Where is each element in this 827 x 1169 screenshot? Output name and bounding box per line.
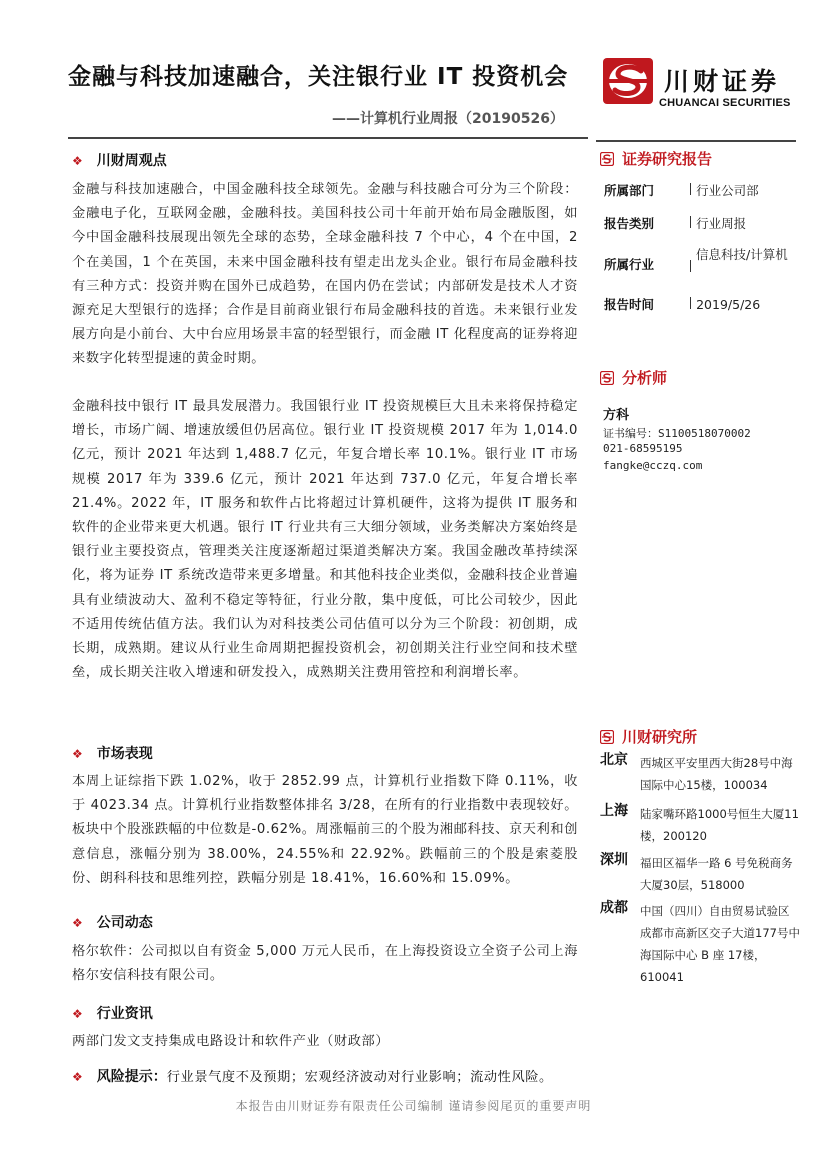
sidebar-heading-report: 证券研究报告: [600, 148, 712, 169]
analyst-email[interactable]: fangke@cczq.com: [603, 459, 703, 472]
info-value-date: 2019/5/26: [690, 294, 800, 314]
paragraph-industry: 两部门发文支持集成电路设计和软件产业（财政部）: [72, 1034, 390, 1049]
section-heading-industry: ❖ 行业资讯: [72, 1006, 153, 1022]
report-title: 金融与科技加速融合，关注银行业 IT 投资机会: [68, 64, 569, 90]
info-row-type: 报告类别: [604, 216, 655, 231]
paragraph-company: 格尔软件：公司拟以自有资金 5,000 万元人民币，在上海投资设立全资子公司上海格尔安信科技有限公司。: [72, 944, 578, 984]
s-logo-icon: [600, 730, 614, 744]
diamond-bullet-icon: ❖: [72, 1007, 83, 1021]
sidebar-divider: [596, 140, 796, 142]
office-address-shanghai: 陆家嘴环路1000号恒生大厦11楼，200120: [640, 807, 799, 843]
office-city-shanghai: 上海: [600, 803, 628, 819]
office-city-chengdu: 成都: [600, 900, 628, 916]
brand-name-cn: 川财证券: [664, 67, 781, 96]
header-divider: [68, 137, 588, 139]
page-footer: 本报告由川财证券有限责任公司编制 谨请参阅尾页的重要声明: [235, 1099, 592, 1113]
report-subtitle: ——计算机行业周报（20190526）: [332, 111, 564, 127]
office-address-shenzhen: 福田区福华一路 6 号免税商务大厦30层，518000: [640, 856, 793, 892]
diamond-bullet-icon: ❖: [72, 747, 83, 761]
info-value-industry: 信息科技/计算机: [690, 246, 800, 272]
diamond-bullet-icon: ❖: [72, 916, 83, 930]
paragraph-view-1: 金融与科技加速融合，中国金融科技全球领先。金融与科技融合可分为三个阶段：金融电子化，互联网金融，金融科技。美国科技公司十年前开始布局金融版图，如今中国金融科技展现出领先全球的态势，全球金融科技 7 个中心，4 个在中国，2 个在美国，1 个在英国，未来中国金融科技有望走出龙头企业。银行布局金融科技有三种方式：投资并购在国外已成趋势，在国内仍在尝试；内部研发是技术人才资源充足大型银行的选择；合作是目前商业银行布局金融科技的首选。未来银行业发展方向是小前台、大中台应用场景丰富的轻型银行，而金融 IT 化程度高的证券将迎来数字化转型提速的黄金时期。: [72, 182, 578, 367]
analyst-phone: 021-68595195: [603, 442, 683, 455]
s-logo-icon: [600, 371, 614, 385]
diamond-bullet-icon: ❖: [72, 1070, 83, 1084]
info-value-type: 行业周报: [690, 213, 800, 233]
sidebar-heading-institute: 川财研究所: [600, 726, 697, 747]
section-heading-market: ❖ 市场表现: [72, 746, 153, 762]
sidebar-heading-analyst: 分析师: [600, 367, 667, 388]
diamond-bullet-icon: ❖: [72, 154, 83, 168]
risk-text: 行业景气度不及预期；宏观经济波动对行业影响；流动性风险。: [166, 1070, 553, 1085]
info-row-department: [604, 180, 654, 199]
office-city-shenzhen: 深圳: [600, 852, 628, 868]
paragraph-market: 本周上证综指下跌 1.02%，收于 2852.99 点，计算机行业指数下降 0.11%，收于 4023.34 点。计算机行业指数整体排名 3/28，在所有的行业指数中表现较好。板块中个股涨跌幅的中位数是-0.62%。周涨幅前三的个股为湘邮科技、京天利和创意信息，涨幅分别为 38.00%，24.55%和 22.92%。跌幅前三的个股是索菱股份、朗科科技和思维列控，跌幅分别是 18.41%，16.60%和 15.09%。: [72, 774, 578, 886]
analyst-name: 方科: [603, 408, 630, 423]
info-row-industry: 所属行业: [604, 257, 655, 272]
analyst-cert: 证书编号：S1100518070002: [603, 427, 751, 440]
info-value-department: 行业公司部: [690, 180, 800, 200]
office-address-chengdu: 中国（四川）自由贸易试验区成都市高新区交子大道177号中海国际中心 B 座 17楼，610041: [640, 904, 800, 984]
info-row-date: 报告时间: [604, 297, 655, 312]
section-heading-view: ❖ 川财周观点: [72, 153, 167, 169]
risk-notice: ❖ 风险提示：行业景气度不及预期；宏观经济波动对行业影响；流动性风险。: [72, 1069, 553, 1085]
section-heading-company: ❖ 公司动态: [72, 915, 153, 931]
info-label: 所属部门: [604, 183, 655, 198]
chuancai-logo-icon: [602, 57, 654, 105]
brand-name-en: CHUANCAI SECURITIES: [659, 97, 791, 109]
s-logo-icon: [600, 152, 614, 166]
office-address-beijing: 西城区平安里西大街28号中海国际中心15楼，100034: [640, 756, 793, 792]
paragraph-view-2: 金融科技中银行 IT 最具发展潜力。我国银行业 IT 投资规模巨大且未来将保持稳定增长，市场广阔、增速放缓但仍居高位。银行业 IT 投资规模 2017 年为 1,014.0 亿元，预计 2021 年达到 1,488.7 亿元，年复合增长率 10.1%。银行业 IT 市场规模 2017 年为 339.6 亿元，预计 2021 年达到 737.0 亿元，年复合增长率 21.4%。2022 年，IT 服务和软件占比将超过计算机硬件，这将为提供 IT 服务和软件的企业带来更大机遇。银行 IT 行业共有三大细分领域，业务类解决方案始终是银行业主要投资点，管理类关注度逐渐超过渠道类解决方案。我国金融改革持续深化，将为证券 IT 系统改造带来更多增量。和其他科技企业类似，金融科技企业普遍具有业绩波动大、盈利不稳定等特征，行业分散，集中度低，可比公司较少，因此不适用传统估值方法。我们认为对科技类公司估值可以分为三个阶段：初创期，成长期，成熟期。建议从行业生命周期把握投资机会，初创期关注行业空间和技术壁垒，成长期关注收入增速和研发投入，成熟期关注费用管控和利润增长率。: [72, 399, 578, 681]
office-city-beijing: 北京: [600, 752, 628, 768]
